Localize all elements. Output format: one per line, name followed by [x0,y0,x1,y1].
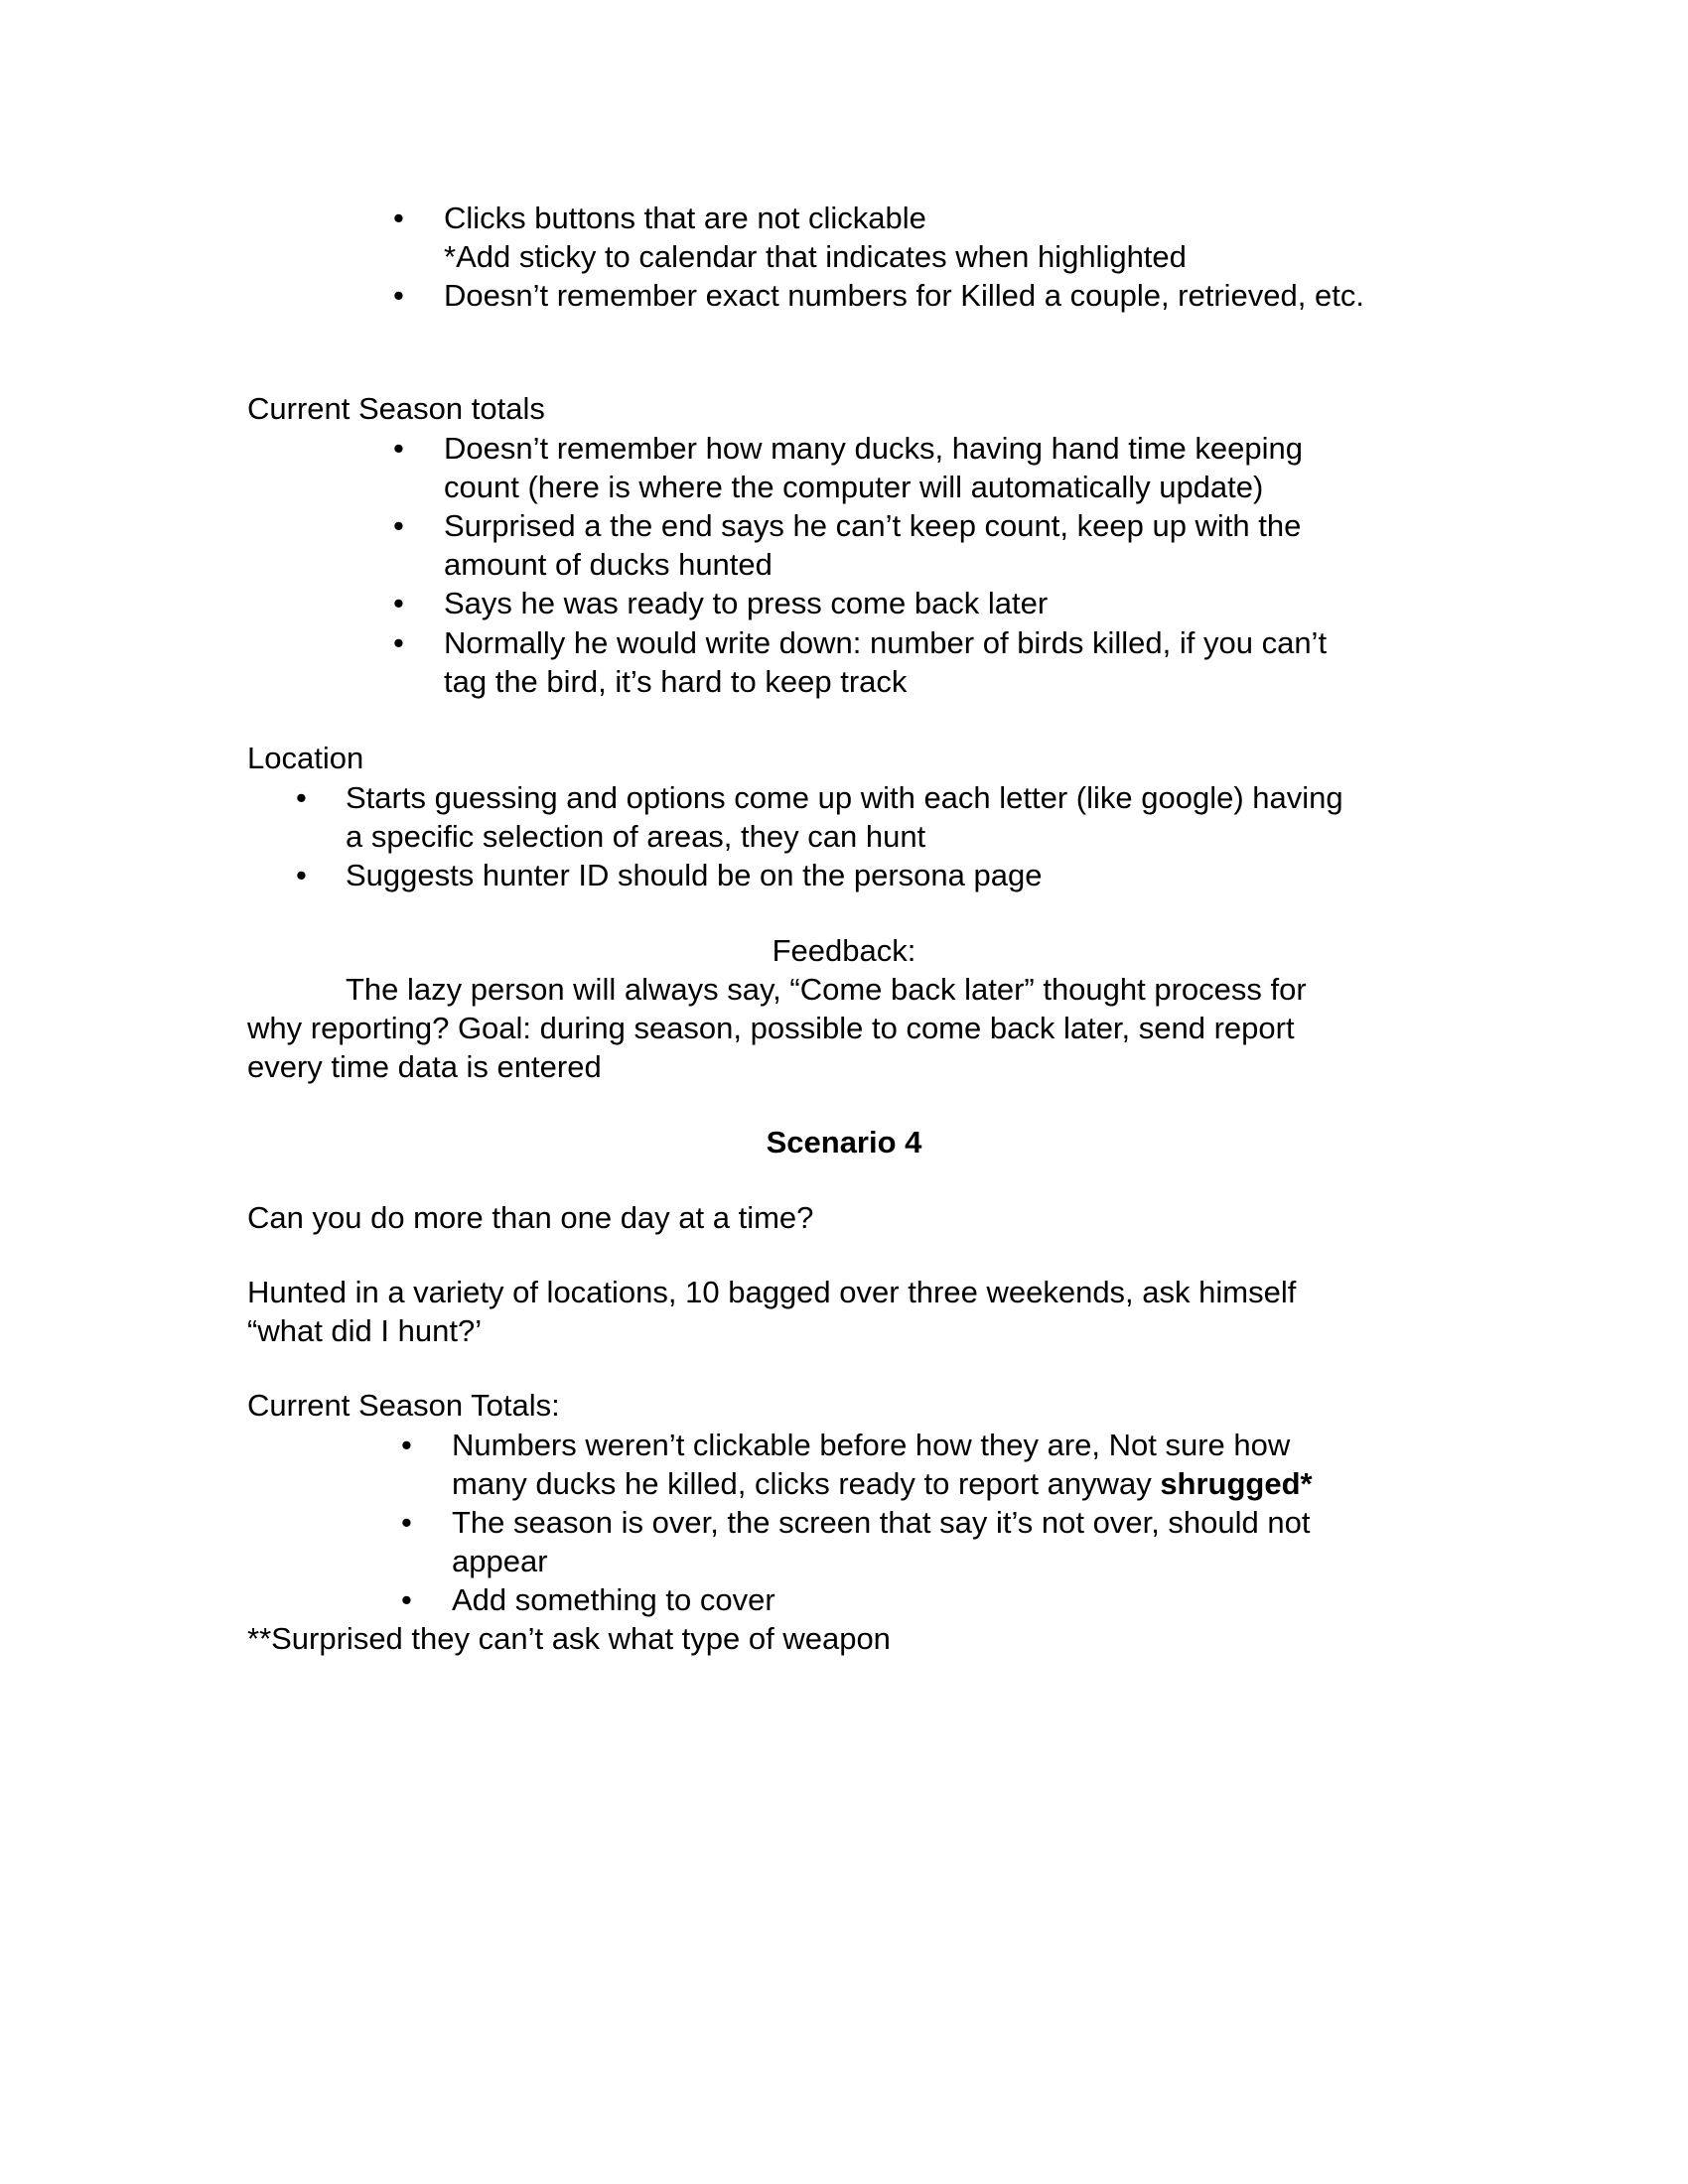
list-item-text [452,1464,1313,1503]
bullet-marker: • [401,1428,412,1462]
paragraph-line: why reporting? Goal: during season, possible to come back later, send report [247,1011,1295,1045]
bullet-marker: • [401,1505,412,1540]
paragraph-line: every time data is entered [247,1049,602,1084]
bullet-marker: • [296,858,307,892]
bullet-marker: • [393,586,404,620]
section-heading: Location [247,741,364,775]
list-item-text: Surprised a the end says he can’t keep count, keep up with the [444,508,1302,543]
list-item-text: amount of ducks hunted [444,547,773,582]
section-heading: Current Season Totals: [247,1388,560,1423]
bullet-marker: • [393,201,404,235]
scenario-heading: Scenario 4 [766,1125,922,1160]
list-item-text: Clicks buttons that are not clickable [444,201,926,235]
section-heading: Current Season totals [247,391,545,426]
list-item-text: Starts guessing and options come up with each letter (like google) having [346,780,1343,815]
list-item-text: tag the bird, it’s hard to keep track [444,664,908,699]
list-item-text: The season is over, the screen that say it’s not over, should not [452,1505,1311,1540]
list-item-text: *Add sticky to calendar that indicates when highlighted [444,239,1187,274]
bullet-marker: • [393,508,404,543]
list-item-text: Doesn’t remember exact numbers for Killed a couple, retrieved, etc. [444,278,1364,313]
list-item-text-segment: many ducks he killed, clicks ready to report anyway [452,1466,1161,1501]
bullet-marker: • [393,625,404,660]
bullet-marker: • [393,431,404,466]
bullet-marker: • [296,780,307,815]
list-item-text: Numbers weren’t clickable before how they are, Not sure how [452,1428,1291,1462]
emphasis-text: shrugged* [1160,1466,1313,1501]
bullet-marker: • [393,278,404,313]
feedback-heading: Feedback: [772,933,916,968]
question-text: Can you do more than one day at a time? [247,1200,814,1235]
paragraph-line: The lazy person will always say, “Come back later” thought process for [346,972,1307,1007]
list-item-text: Says he was ready to press come back later [444,586,1049,620]
bullet-marker: • [401,1582,412,1617]
footnote-text: **Surprised they can’t ask what type of weapon [247,1621,891,1656]
list-item-text: count (here is where the computer will automatically update) [444,470,1264,504]
list-item-text: Doesn’t remember how many ducks, having hand time keeping [444,431,1304,466]
list-item-text: Suggests hunter ID should be on the persona page [346,858,1043,892]
paragraph-line: “what did I hunt?’ [247,1313,483,1348]
paragraph-line: Hunted in a variety of locations, 10 bagged over three weekends, ask himself [247,1275,1297,1309]
list-item-text: a specific selection of areas, they can hunt [346,819,926,854]
list-item-text: appear [452,1544,548,1578]
list-item-text: Normally he would write down: number of birds killed, if you can’t [444,625,1328,660]
list-item-text: Add something to cover [452,1582,775,1617]
